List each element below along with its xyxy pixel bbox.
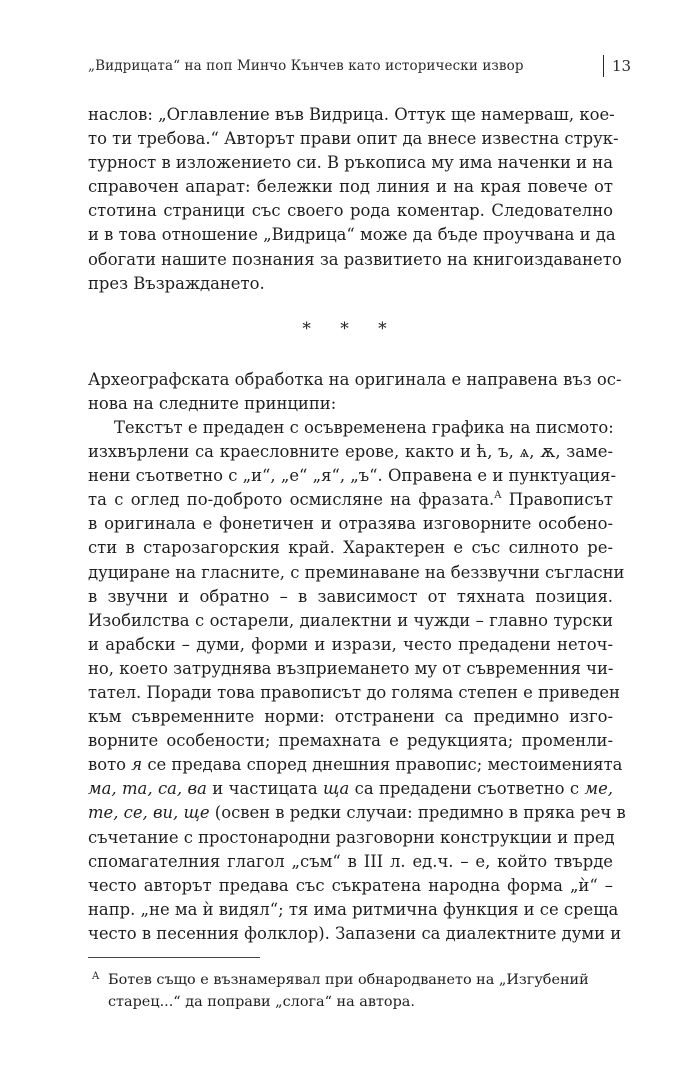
paragraph-principles-intro: [88, 368, 622, 416]
text-line: през Възраждането.: [88, 273, 265, 293]
footnote-separator: [88, 957, 260, 958]
italic-term: ща: [323, 779, 350, 799]
header-divider: [603, 55, 604, 77]
footnote-reference[interactable]: A: [494, 490, 502, 502]
footnote: [88, 969, 613, 1013]
text-segment: са предадени съответно с: [349, 779, 585, 799]
text-line: в звучни и обратно – в зависимост от тяхната позиция.: [88, 586, 613, 606]
text-line: ворните особености; премахната е редукцията; променли-: [88, 731, 613, 751]
text-segment: (освен в редки случаи: предимно в пряка реч в: [209, 803, 626, 823]
text-line: спомагателния глагол „съм“ в III л. ед.ч. – е, който твърде: [88, 851, 613, 871]
text-line: справочен апарат: бележки под линия и на края повече от: [88, 177, 613, 197]
text-line: Археографската обработка на оригинала е направена въз ос-: [88, 369, 622, 389]
running-header-title: „Видрицата“ на поп Минчо Кънчев като исторически извор: [88, 58, 524, 74]
italic-term: ме,: [584, 779, 613, 799]
text-line: съчетание с простонародни разговорни конструкции и пред: [88, 827, 615, 847]
text-line: Изобилства с остарели, диалектни и чужди – главно турски: [88, 610, 613, 630]
text-line: дуциране на гласните, с преминаване на беззвучни съгласни: [88, 562, 625, 582]
text-line: в оригинала е фонетичен и отразява изговорните особено-: [88, 514, 613, 534]
paragraph-principles: [88, 416, 626, 946]
text-line: често авторът предава със съкратена народна форма „ѝ“ –: [88, 875, 613, 895]
text-segment: и частицата: [206, 779, 324, 799]
asterism-ornament: * * *: [302, 318, 399, 339]
paragraph-continuation: [88, 103, 622, 296]
text-line: [88, 753, 623, 777]
text-line: изхвърлени са краесловните ерове, както и ћ, ъ, ѧ, ѫ, заме-: [88, 442, 613, 462]
text-line: но, което затруднява възприемането му от съвременния чи-: [88, 658, 614, 678]
footnote-text: старец...“ да поправи „слога“ на автора.: [108, 994, 415, 1010]
text-line: то ти требова.“ Авторът прави опит да внесе известна струк-: [88, 129, 619, 149]
italic-term: те, се, ви, ще: [88, 803, 210, 823]
text-line: към съвременните норми: отстранени са предимно изго-: [88, 707, 613, 727]
text-line: сти в старозагорския край. Характерен е със силното ре-: [88, 538, 613, 558]
text-line: обогати нашите познания за развитието на книгоиздаването: [88, 249, 622, 269]
text-line: Текстът е предаден с осъвременена графика на писмото:: [114, 417, 614, 437]
text-line: често в песенния фолклор). Запазени са диалектните думи и: [88, 923, 622, 943]
footnote-marker: A: [92, 971, 100, 982]
text-line: нени съответно с „и“, „е“ „я“, „ъ“. Оправена е и пунктуация-: [88, 466, 617, 486]
page-number: 13: [612, 57, 632, 75]
text-segment: Правописът: [501, 490, 613, 510]
text-line: и арабски – думи, форми и изрази, често предадени неточ-: [88, 634, 613, 654]
text-segment: вото: [88, 755, 132, 775]
section-break: [88, 296, 613, 368]
text-segment: та с оглед по-доброто осмисляне на фразата.: [88, 490, 495, 510]
body-text: [88, 103, 626, 946]
text-segment: се предава според днешния правопис; местоименията: [142, 755, 623, 775]
footnote-text: Ботев също е възнамерявал при обнародването на „Изгубений: [108, 972, 589, 988]
footnote-line: [88, 991, 613, 1013]
footnote-line: [88, 969, 613, 991]
text-line: тател. Поради това правописът до голяма степен е приведен: [88, 682, 620, 702]
italic-term: я: [131, 755, 143, 775]
text-line: напр. „не ма ѝ видял“; тя има ритмична функция и се среща: [88, 899, 619, 919]
text-line: турност в изложението си. В ръкописа му има наченки и на: [88, 153, 613, 173]
text-line: [88, 777, 613, 801]
italic-term: ма, та, са, ва: [88, 779, 207, 799]
text-line: наслов: „Оглавление във Видрица. Оттук ще намерваш, кое-: [88, 105, 615, 124]
text-line: стотина страници със своего рода коментар. Следователно: [88, 201, 613, 221]
text-line: [88, 801, 626, 825]
text-line: нова на следните принципи:: [88, 393, 337, 413]
text-line: и в това отношение „Видрица“ може да бъде проучвана и да: [88, 225, 616, 245]
text-line: [88, 488, 613, 512]
